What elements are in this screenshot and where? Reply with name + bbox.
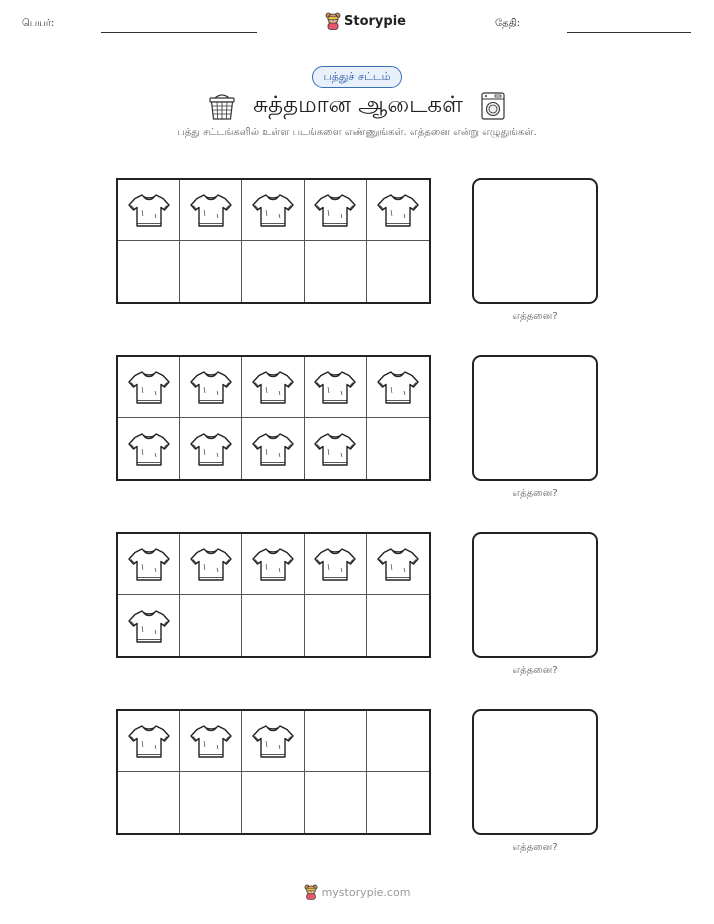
name-line[interactable] xyxy=(101,32,257,33)
t-shirt-icon xyxy=(189,190,233,230)
t-shirt-icon xyxy=(313,367,357,407)
frame-cell xyxy=(118,357,180,418)
frame-cell xyxy=(180,418,242,479)
frame-cell xyxy=(242,418,304,479)
frame-cell xyxy=(367,772,429,833)
answer-box-1[interactable] xyxy=(472,178,598,304)
ten-frame-1 xyxy=(116,178,431,304)
footer xyxy=(0,884,714,900)
ten-frame-2 xyxy=(116,355,431,481)
ten-frame-4 xyxy=(116,709,431,835)
frame-cell xyxy=(367,711,429,772)
t-shirt-icon xyxy=(127,190,171,230)
frame-cell xyxy=(180,711,242,772)
answer-label-3: எத்தனை? xyxy=(512,665,558,676)
page-title: சுத்தமான ஆடைகள் xyxy=(253,91,463,118)
frame-cell xyxy=(305,772,367,833)
frame-cell xyxy=(367,534,429,595)
frame-cell xyxy=(180,180,242,241)
t-shirt-icon xyxy=(189,544,233,584)
t-shirt-icon xyxy=(251,429,295,469)
t-shirt-icon xyxy=(127,721,171,761)
t-shirt-icon xyxy=(313,429,357,469)
frame-cell xyxy=(242,595,304,656)
answer-label-4: எத்தனை? xyxy=(512,842,558,853)
frame-cell xyxy=(305,180,367,241)
ten-frame-3 xyxy=(116,532,431,658)
frame-cell xyxy=(367,418,429,479)
frame-cell xyxy=(242,241,304,302)
frame-cell xyxy=(305,711,367,772)
t-shirt-icon xyxy=(313,190,357,230)
date-label: தேதி: xyxy=(495,18,521,29)
frame-cell xyxy=(367,180,429,241)
topic-badge: பத்துச் சட்டம் xyxy=(312,66,402,88)
frame-cell xyxy=(367,241,429,302)
t-shirt-icon xyxy=(127,367,171,407)
frame-cell xyxy=(118,180,180,241)
frame-cell xyxy=(242,772,304,833)
brand-name: Storypie xyxy=(344,13,406,29)
date-line[interactable] xyxy=(567,32,691,33)
frame-cell xyxy=(242,357,304,418)
frame-cell xyxy=(305,241,367,302)
frame-cell xyxy=(242,180,304,241)
answer-label-2: எத்தனை? xyxy=(512,488,558,499)
frame-cell xyxy=(118,418,180,479)
frame-cell xyxy=(367,595,429,656)
t-shirt-icon xyxy=(251,721,295,761)
frame-cell xyxy=(180,772,242,833)
frame-cell xyxy=(180,241,242,302)
t-shirt-icon xyxy=(127,429,171,469)
answer-label-1: எத்தனை? xyxy=(512,311,558,322)
teddy-bear-icon xyxy=(325,12,341,30)
name-label: பெயர்: xyxy=(22,18,55,29)
answer-box-2[interactable] xyxy=(472,355,598,481)
frame-cell xyxy=(180,595,242,656)
frame-cell xyxy=(118,534,180,595)
teddy-bear-icon xyxy=(304,884,318,900)
t-shirt-icon xyxy=(376,190,420,230)
instructions: பத்து சட்டங்களில் உள்ள படங்களை எண்ணுங்கள். எத்தனை என்று எழுதுங்கள். xyxy=(177,127,537,138)
frame-cell xyxy=(180,534,242,595)
t-shirt-icon xyxy=(189,721,233,761)
frame-cell xyxy=(118,711,180,772)
washing-machine-icon xyxy=(479,91,507,121)
title-row xyxy=(0,90,714,122)
t-shirt-icon xyxy=(313,544,357,584)
frame-cell xyxy=(367,357,429,418)
t-shirt-icon xyxy=(189,367,233,407)
answer-box-4[interactable] xyxy=(472,709,598,835)
frame-cell xyxy=(118,595,180,656)
brand-logo xyxy=(325,12,406,30)
t-shirt-icon xyxy=(189,429,233,469)
frame-cell xyxy=(180,357,242,418)
t-shirt-icon xyxy=(127,544,171,584)
t-shirt-icon xyxy=(127,606,171,646)
frame-cell xyxy=(305,534,367,595)
frame-cell xyxy=(118,772,180,833)
frame-cell xyxy=(242,534,304,595)
laundry-basket-icon xyxy=(207,91,237,121)
t-shirt-icon xyxy=(376,367,420,407)
t-shirt-icon xyxy=(376,544,420,584)
t-shirt-icon xyxy=(251,190,295,230)
frame-cell xyxy=(242,711,304,772)
t-shirt-icon xyxy=(251,544,295,584)
frame-cell xyxy=(305,595,367,656)
t-shirt-icon xyxy=(251,367,295,407)
answer-box-3[interactable] xyxy=(472,532,598,658)
frame-cell xyxy=(305,357,367,418)
frame-cell xyxy=(118,241,180,302)
footer-url[interactable]: mystorypie.com xyxy=(321,885,411,899)
frame-cell xyxy=(305,418,367,479)
